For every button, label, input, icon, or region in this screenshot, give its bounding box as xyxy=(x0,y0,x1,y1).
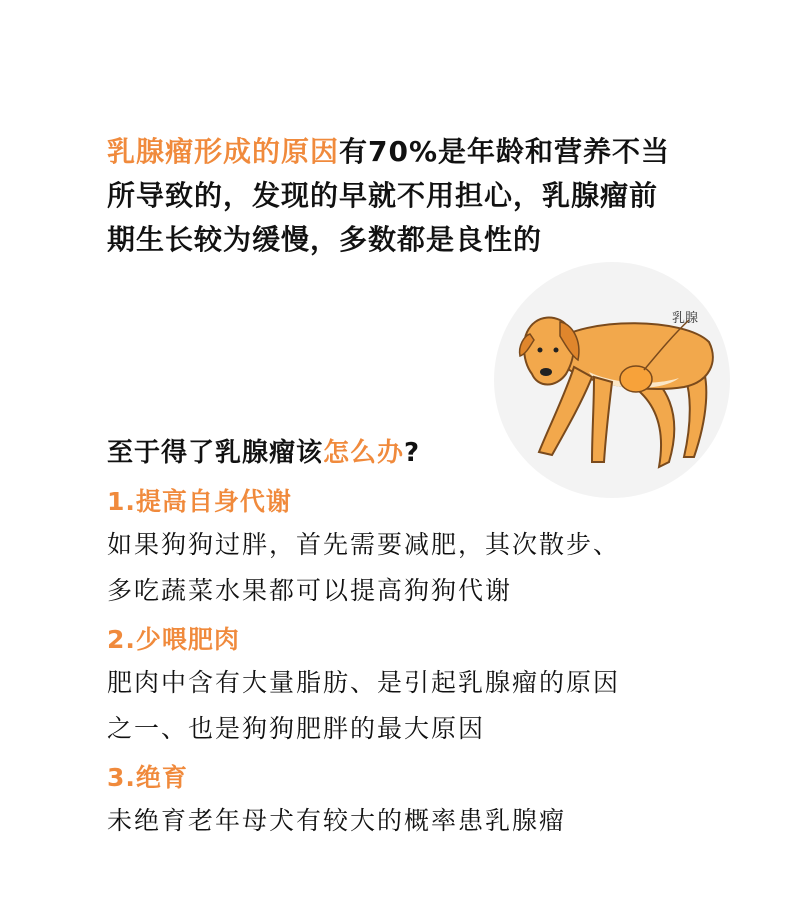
question-suffix: ? xyxy=(404,438,421,468)
section-title: 2.少喂肥肉 xyxy=(107,625,240,654)
intro-paragraph xyxy=(107,130,687,262)
section-body-line: 之一、也是狗狗肥胖的最大原因 xyxy=(107,714,486,743)
section-title: 3.绝育 xyxy=(107,763,188,792)
dog-nose xyxy=(540,368,552,376)
dog-eye xyxy=(538,348,543,353)
intro-line-1 xyxy=(107,130,687,174)
tumor-mark xyxy=(620,366,652,392)
section-body-line: 多吃蔬菜水果都可以提高狗狗代谢 xyxy=(107,576,513,605)
dog-eye-far xyxy=(554,348,559,353)
question-prefix: 至于得了乳腺瘤该 xyxy=(107,438,324,468)
intro-highlight: 乳腺瘤形成的原因 xyxy=(107,135,340,168)
section-body-line: 肥肉中含有大量脂肪、是引起乳腺瘤的原因 xyxy=(107,668,621,697)
dog-illustration xyxy=(494,262,730,498)
section-3 xyxy=(107,758,707,844)
section-body-line: 未绝育老年母犬有较大的概率患乳腺瘤 xyxy=(107,806,567,835)
section-1 xyxy=(107,482,707,614)
intro-line-1-text: 有70%是年龄和营养不当 xyxy=(339,135,671,168)
intro-line-2: 所导致的，发现的早就不用担心，乳腺瘤前 xyxy=(107,179,659,212)
section-body-line: 如果狗狗过胖，首先需要减肥，其次散步、 xyxy=(107,530,621,559)
section-title: 1.提高自身代谢 xyxy=(107,487,292,516)
dog-mammary-image xyxy=(494,262,730,498)
question-heading xyxy=(107,432,420,469)
section-2 xyxy=(107,620,707,752)
label-mammary: 乳腺 xyxy=(672,311,699,326)
intro-line-3: 期生长较为缓慢，多数都是良性的 xyxy=(107,223,543,256)
question-highlight: 怎么办 xyxy=(323,438,405,468)
